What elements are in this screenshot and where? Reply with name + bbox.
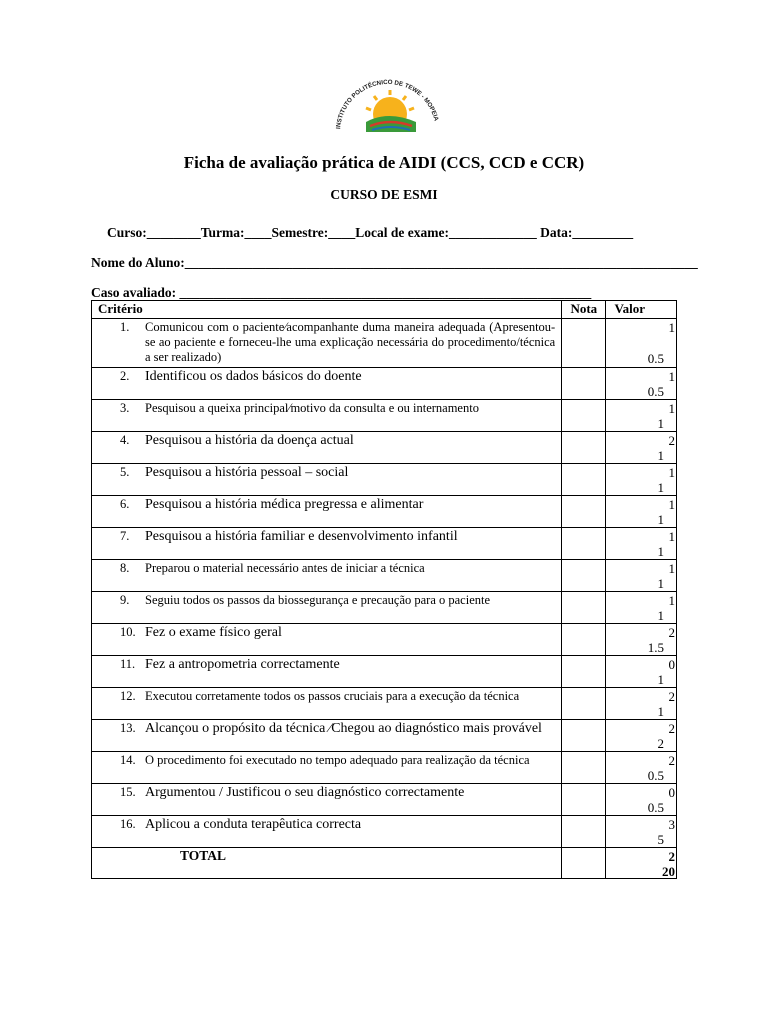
criterion-cell: [92, 752, 562, 784]
criterion-text: Executou corretamente todos os passos cruciais para a execução da técnica: [145, 689, 520, 703]
criterion-cell: [92, 624, 562, 656]
header-valor: Valor: [606, 301, 677, 319]
valor-cell: [606, 319, 677, 368]
criterion-cell: [92, 432, 562, 464]
criterion-text: Pesquisou a história da doença actual: [145, 433, 354, 448]
total-value-top: 2: [668, 849, 675, 864]
valor-value: 0.5: [647, 768, 664, 783]
criterion-cell: [92, 592, 562, 624]
nota-cell[interactable]: [562, 816, 606, 848]
svg-text:INSTITUTO POLITÉCNICO DE TEWE: INSTITUTO POLITÉCNICO DE TEWE - MOPEIA: [335, 78, 440, 130]
criterion-cell: [92, 400, 562, 432]
criterion-number: 13.: [120, 721, 136, 735]
valor-cell: [606, 464, 677, 496]
valor-value: 1: [657, 672, 664, 687]
criterion-number: 5.: [120, 465, 130, 479]
table-row: [92, 400, 677, 432]
valor-cell: [606, 624, 677, 656]
criterion-text: O procedimento foi executado no tempo adequado para realização da técnica: [145, 753, 530, 767]
nota-cell[interactable]: [562, 319, 606, 368]
valor-top: 1: [668, 369, 675, 384]
valor-value: 0.5: [647, 384, 664, 399]
table-row: [92, 319, 677, 368]
criterion-text: Pesquisou a história familiar e desenvolvimento infantil: [145, 529, 458, 544]
valor-cell: [606, 784, 677, 816]
valor-value: 5: [657, 832, 664, 847]
table-row: [92, 656, 677, 688]
criterion-number: 11.: [120, 657, 136, 671]
criterion-number: 9.: [120, 593, 130, 607]
evaluation-table: [91, 300, 677, 879]
criterion-cell: [92, 319, 562, 368]
valor-cell: [606, 688, 677, 720]
criterion-number: 8.: [120, 561, 130, 575]
valor-value: 1: [657, 608, 664, 623]
valor-cell: [606, 752, 677, 784]
criterion-number: 3.: [120, 401, 130, 415]
criterion-number: 12.: [120, 689, 136, 703]
valor-top: 3: [668, 817, 675, 832]
criterion-text: Alcançou o propósito da técnica ⁄Chegou ao diagnóstico mais provável: [145, 721, 542, 736]
valor-top: 1: [668, 497, 675, 512]
valor-value: 1: [657, 480, 664, 495]
nota-cell[interactable]: [562, 528, 606, 560]
valor-value: 0.5: [647, 351, 664, 366]
course-subtitle: CURSO DE ESMI: [330, 187, 438, 202]
criterion-text: Aplicou a conduta terapêutica correcta: [145, 817, 362, 832]
table-row: [92, 560, 677, 592]
total-label: TOTAL: [92, 848, 562, 879]
criterion-number: 6.: [120, 497, 130, 511]
criterion-cell: [92, 816, 562, 848]
valor-value: 1.5: [647, 640, 664, 655]
nota-cell[interactable]: [562, 656, 606, 688]
valor-cell: [606, 368, 677, 400]
criterion-cell: [92, 368, 562, 400]
valor-top: 1: [668, 593, 675, 608]
table-row: [92, 368, 677, 400]
valor-top: 2: [668, 689, 675, 704]
table-row: [92, 432, 677, 464]
table-row: [92, 720, 677, 752]
nota-cell[interactable]: [562, 592, 606, 624]
valor-top: 2: [668, 753, 675, 768]
criterion-number: 7.: [120, 529, 130, 543]
valor-top: 1: [668, 320, 675, 335]
valor-cell: [606, 432, 677, 464]
nota-cell[interactable]: [562, 784, 606, 816]
valor-cell: [606, 528, 677, 560]
valor-top: 1: [668, 561, 675, 576]
student-name-line: Nome do Aluno:____________________________________________________________________________: [91, 255, 698, 270]
table-row: [92, 784, 677, 816]
valor-cell: [606, 720, 677, 752]
valor-cell: [606, 496, 677, 528]
nota-cell[interactable]: [562, 368, 606, 400]
valor-value: 1: [657, 448, 664, 463]
criterion-number: 10.: [120, 625, 136, 639]
criterion-text: Fez a antropometria correctamente: [145, 657, 340, 672]
header-nota: Nota: [562, 301, 606, 319]
valor-top: 0: [668, 657, 675, 672]
table-row: [92, 592, 677, 624]
criterion-number: 16.: [120, 817, 136, 831]
criterion-cell: [92, 720, 562, 752]
table-row: [92, 496, 677, 528]
valor-value: 1: [657, 544, 664, 559]
valor-value: 1: [657, 576, 664, 591]
course-info-line: Curso:________Turma:____Semestre:____Local de exame:_____________ Data:_________: [107, 225, 634, 240]
criterion-cell: [92, 656, 562, 688]
valor-value: 0.5: [647, 800, 664, 815]
valor-top: 1: [668, 465, 675, 480]
criterion-cell: [92, 496, 562, 528]
table-row: [92, 688, 677, 720]
nota-cell[interactable]: [562, 752, 606, 784]
total-row: [92, 848, 677, 879]
valor-top: 2: [668, 625, 675, 640]
criterion-cell: [92, 560, 562, 592]
valor-top: 2: [668, 721, 675, 736]
table-header-row: [92, 301, 677, 319]
criterion-text: Preparou o material necessário antes de iniciar a técnica: [145, 561, 425, 575]
nota-cell[interactable]: [562, 624, 606, 656]
valor-cell: [606, 816, 677, 848]
valor-cell: [606, 400, 677, 432]
nota-cell[interactable]: [562, 464, 606, 496]
institute-logo: [328, 70, 446, 140]
criterion-text: Pesquisou a história pessoal – social: [145, 465, 349, 480]
valor-top: 1: [668, 401, 675, 416]
criterion-number: 1.: [120, 320, 130, 334]
nota-cell[interactable]: [562, 560, 606, 592]
table-row: [92, 752, 677, 784]
criterion-number: 4.: [120, 433, 130, 447]
table-row: [92, 528, 677, 560]
header-criterio: Critério: [92, 301, 562, 319]
table-row: [92, 624, 677, 656]
case-line: Caso avaliado: _____________________________________________________________: [91, 285, 592, 300]
criterion-text: Seguiu todos os passos da biossegurança e precaução para o paciente: [145, 593, 491, 607]
nota-cell[interactable]: [562, 432, 606, 464]
total-value: 20: [662, 864, 675, 879]
valor-top: 2: [668, 433, 675, 448]
total-valor-cell: [606, 848, 677, 879]
nota-cell[interactable]: [562, 496, 606, 528]
valor-value: 2: [657, 736, 664, 751]
criterion-text: Pesquisou a queixa principal⁄motivo da consulta e ou internamento: [145, 401, 479, 415]
criterion-cell: [92, 528, 562, 560]
page-title: Ficha de avaliação prática de AIDI (CCS, CCD e CCR): [183, 153, 585, 172]
criterion-number: 2.: [120, 369, 130, 383]
valor-cell: [606, 592, 677, 624]
criterion-cell: [92, 464, 562, 496]
total-nota-cell: [562, 848, 606, 879]
valor-top: 0: [668, 785, 675, 800]
criterion-number: 15.: [120, 785, 136, 799]
table-row: [92, 464, 677, 496]
valor-cell: [606, 656, 677, 688]
criterion-number: 14.: [120, 753, 136, 767]
criterion-text: Fez o exame físico geral: [145, 625, 282, 640]
nota-cell[interactable]: [562, 400, 606, 432]
nota-cell[interactable]: [562, 688, 606, 720]
nota-cell[interactable]: [562, 720, 606, 752]
valor-value: 1: [657, 416, 664, 431]
valor-value: 1: [657, 512, 664, 527]
table-row: [92, 816, 677, 848]
criterion-text: Argumentou / Justificou o seu diagnóstico correctamente: [145, 785, 465, 800]
criterion-text: Pesquisou a história médica pregressa e alimentar: [145, 497, 424, 512]
valor-top: 1: [668, 529, 675, 544]
valor-value: 1: [657, 704, 664, 719]
criterion-cell: [92, 688, 562, 720]
valor-cell: [606, 560, 677, 592]
criterion-cell: [92, 784, 562, 816]
criterion-text: Comunicou com o paciente⁄acompanhante duma maneira adequada (Apresentou-se ao paciente e forneceu-lhe uma explicação necessária do procedimento/técnica a ser realizado): [145, 320, 556, 364]
criterion-text: Identificou os dados básicos do doente: [145, 369, 362, 384]
